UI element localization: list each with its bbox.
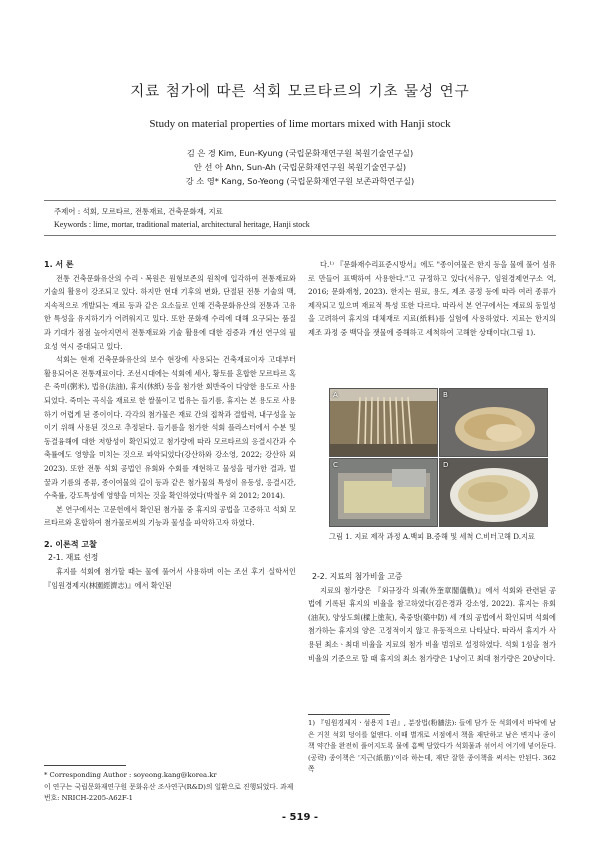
figure-1-caption: 그림 1. 지료 제작 과정 A.백피 B.증해 및 세척 C.비터고해 D.지료 xyxy=(329,532,535,541)
page-number: - 519 - xyxy=(281,812,319,823)
figure-label-c: C xyxy=(333,461,338,469)
left-column xyxy=(44,258,296,592)
footnote-divider-right xyxy=(308,714,390,715)
paper-title-korean: 지료 첨가에 따른 석회 모르타르의 기초 물성 연구 xyxy=(130,84,470,100)
section-2-2 xyxy=(308,570,556,665)
section-2-2-heading: 2-2. 지료의 첨가비율 고증 xyxy=(312,572,403,581)
section-2-1-paragraph: 휴지를 석회에 첨가할 때는 물에 풀어서 사용하며 이는 조선 후기 실학서인 『임원경제지(林園經濟志)』에서 확인된 xyxy=(44,567,296,590)
corresponding-author: * Corresponding Author : soyeong.kang@korea.kr xyxy=(44,771,217,779)
right-column-top xyxy=(308,258,556,340)
author-3: 강 소 영* Kang, So-Yeong (국립문화재연구원 보존과학연구실) xyxy=(185,176,415,186)
photo-c-beater-pulping xyxy=(329,458,438,527)
section-2-1-heading: 2-1. 재료 선정 xyxy=(48,553,99,563)
author-1: 김 은 경 Kim, Eun-Kyung (국립문화재연구원 복원기술연구실) xyxy=(186,148,414,158)
section-1-heading: 1. 서 론 xyxy=(44,260,74,269)
author-2: 안 선 아 Ahn, Sun-Ah (국립문화재연구원 복원기술연구실) xyxy=(193,162,407,172)
section-1-paragraph-1: 전통 건축문화유산의 수리ㆍ복원은 원형보존의 원칙에 입각하여 전통재료와 기술의 활용이 강조되고 있다. 하지만 현대 기후의 변화, 단절된 전통 기술의 맥, 지속적으로 개발되는 재료 등과 같은 요소들로 인해 건축문화유산의 전통과 고유한 특성을 유지하기가 어려워지고 있다. 또한 문화재 수리에 대해 요구되는 품질과 기대가 점점 높아지면서 전통재료와 기술 활용에 대한 검증과 개선 연구의 필요성 역시 증대되고 있다. xyxy=(44,273,296,351)
keywords-english: Keywords : lime, mortar, traditional material, architectural heritage, Hanji stock xyxy=(54,220,310,229)
figure-label-a: A xyxy=(333,391,338,399)
funding-note: 이 연구는 국립문화재연구원 문화유산 조사연구(R&D)의 일환으로 진행되었다. 과제번호: NRICH-2205-A62F-1 xyxy=(44,782,294,802)
keywords-korean: 주제어 : 석회, 모르타르, 전통재료, 건축문화재, 지료 xyxy=(54,207,223,216)
section-1-paragraph-2: 석회는 현재 건축문화유산의 보수 현장에 사용되는 건축재료이자 고대부터 활용되어온 전통재료이다. 조선시대에는 석회에 세사, 황토를 혼합한 모르타르 혹은 죽미(粥米), 법유(法油), 휴지(休紙) 등을 첨가한 회반죽이 다양한 용도로 사용되었다. 죽미는 곡식을 재료로 한 쌀풀이고 법유는 들기름, 휴지는 본 용도로 사용하기 어렵게 된 종이이다. 각각의 첨가물은 재료 간의 접착과 결합력, 내구성을 높이기 위해 사용된 것으로 추정된다. 들기름을 첨가한 석회 플라스터에서 수분 및 동결융해에 대한 저항성이 확인되었고 첨가량에 따라 모르타르의 응결시간과 수축률에도 영향을 미치는 것으로 파악되었다(강산하와 강소영, 2022; 강산하 외 2023). 또한 전통 석회 공법인 유회와 수회를 재현하고 물성을 평가한 결과, 벌꿀과 기름의 종류, 종이여물의 길이 등과 같은 첨가물의 특성이 유동성, 응결시간, 수축률, 강도특성에 영향을 미치는 것을 확인하였다(박철우 외 2012; 2014). xyxy=(44,355,296,501)
author-footnote xyxy=(44,770,296,805)
right-column-paragraph: 다.¹⁾ 『문화재수리표준시방서』에도 "종이여물은 한지 등을 물에 풀어 섬유로 만들어 표백하여 사용한다."고 규정하고 있다(서유구, 임원경제연구소 역, 2016; 문화재청, 2023). 한지는 원료, 용도, 제조 공정 등에 따라 여러 종류가 제작되고 있으며 재료적 특성 또한 다르다. 따라서 본 연구에서는 재료의 동일성을 고려하여 휴지의 대체재로 지료(紙料)를 실험에 사용하였다. 지료는 한지의 제조 과정 중 백닥을 잿물에 증해하고 세척하여 고해한 상태이다(그림 1). xyxy=(308,260,556,337)
figure-1 xyxy=(329,388,547,526)
photo-b-steaming-washing xyxy=(439,388,548,457)
footnote-divider-left xyxy=(44,765,126,766)
figure-label-b: B xyxy=(443,391,448,399)
section-2-2-paragraph: 지료의 첨가량은 『외규장각 의궤(外奎章閣儀軌)』에서 석회와 관련된 공법에 기록된 휴지의 비율을 참고하였다(김은경과 강소영, 2022). 휴지는 유회(油灰), 양상도회(樑上塗灰), 축중방(築中防) 세 개의 공법에서 확인되며 석회에 첨가하는 휴지의 양은 고정적이지 않고 유동적으로 나타났다. 따라서 휴지가 사용된 최소ㆍ최대 비율을 지료의 첨가 비율 범위로 설정하였다. 석회 1섬을 첨가비율의 기준으로 할 때 휴지의 최소 첨가량은 1냥이고 최대 첨가량은 20냥이다. xyxy=(308,585,556,663)
keyword-box xyxy=(44,200,556,236)
footnote-1: 1) 『임원경제지ㆍ섬용지 1권』, 분장법(粉牆法): 들에 담가 둔 석회에서 바닥에 남은 거친 석회 덩이를 없앤다. 이때 별개로 서점에서 책을 재단하고 남은 변지나 종이책 약간을 완전히 풀어지도록 물에 흠뻑 담았다가 석회물과 섞어서 여기에 넣어둔다. (공략) 종이책은 '지근(紙筋)'이라 하는데, 재단 잘한 종이책을 써서는 안된다. 362쪽 xyxy=(308,719,556,773)
section-2-heading: 2. 이론적 고찰 xyxy=(44,539,97,549)
photo-d-hanji-stock xyxy=(439,458,548,527)
section-1-paragraph-3: 본 연구에서는 고문헌에서 확인된 첨가물 중 휴지의 공법을 고증하고 석회 모르타르와 혼합하여 첨가물로써의 기능과 물성을 파악하고자 하였다. xyxy=(44,504,296,528)
photo-a-bark-strands xyxy=(329,388,438,457)
author-list xyxy=(0,146,600,188)
figure-label-d: D xyxy=(443,461,449,469)
paper-title-english: Study on material properties of lime mortars mixed with Hanji stock xyxy=(149,118,451,130)
